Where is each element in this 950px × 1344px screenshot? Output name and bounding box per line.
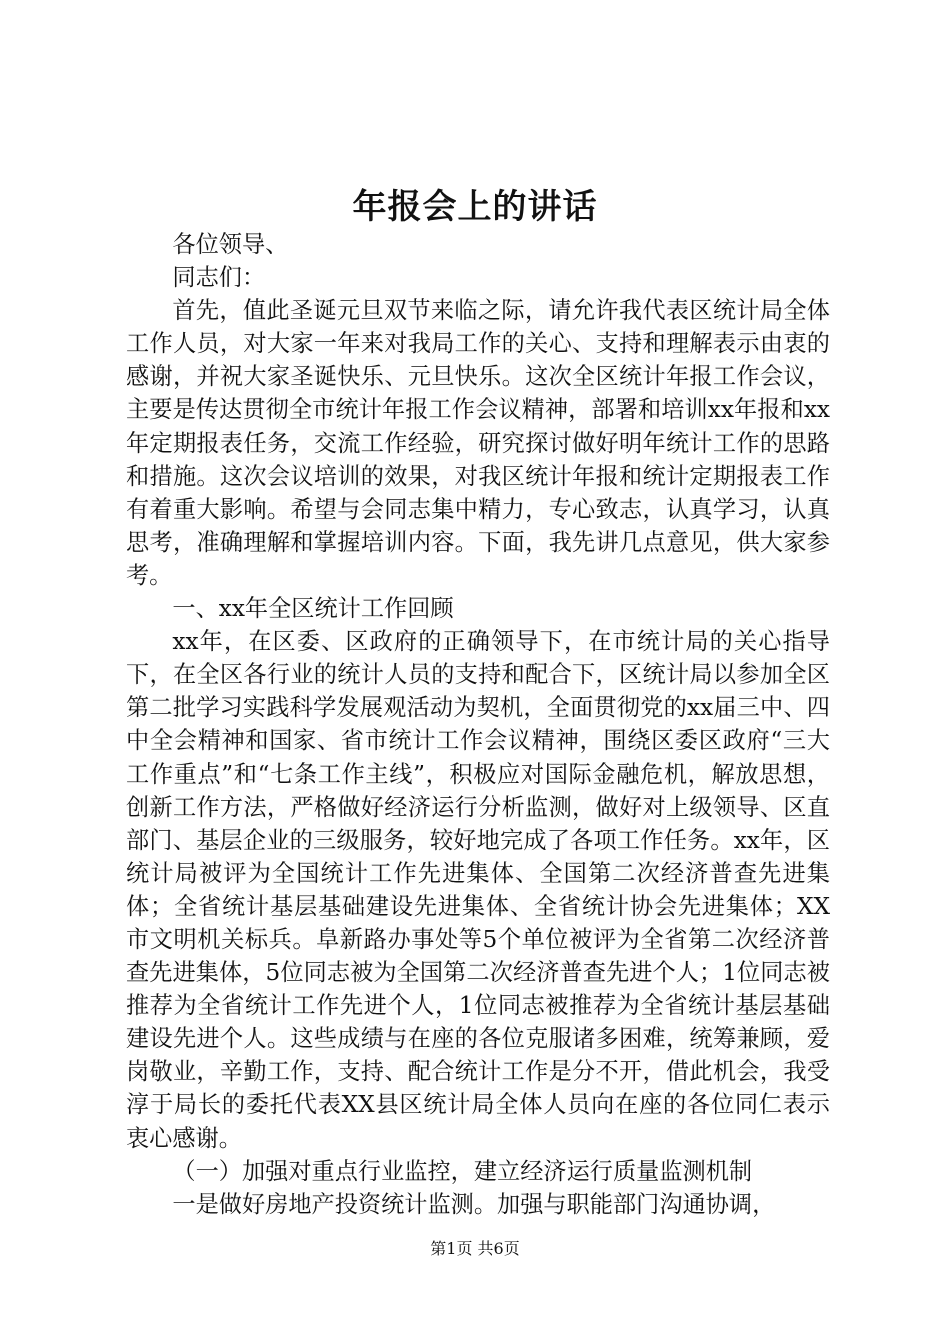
document-body	[126, 228, 830, 1221]
section-heading-review: 一、xx年全区统计工作回顾	[172, 595, 454, 623]
paragraph-real-estate: 一是做好房地产投资统计监测。加强与职能部门沟通协调，	[172, 1190, 776, 1218]
paragraph-opening: 首先，值此圣诞元旦双节来临之际，请允许我代表区统计局全体工作人员，对大家一年来对我局工作的关心、支持和理解表示由衷的感谢，并祝大家圣诞快乐、元旦快乐。这次全区统计年报工作会议，主要是传达贯彻全市统计年报工作会议精神，部署和培训xx年报和xx年定期报表任务，交流工作经验，研究探讨做好明年统计工作的思路和措施。这次会议培训的效果，对我区统计年报和统计定期报表工作有着重大影响。希望与会同志集中精力，专心致志，认真学习，认真思考，准确理解和掌握培训内容。下面，我先讲几点意见，供大家参考。	[126, 297, 830, 589]
page-number-footer: 第1页 共6页	[430, 1239, 520, 1258]
salutation-leaders: 各位领导、	[172, 231, 289, 258]
document-title: 年报会上的讲话	[352, 187, 598, 227]
salutation-comrades: 同志们：	[172, 264, 266, 292]
subsection-heading-monitoring: （一）加强对重点行业监控，建立经济运行质量监测机制	[172, 1157, 753, 1185]
paragraph-review: xx年，在区委、区政府的正确领导下，在市统计局的关心指导下，在全区各行业的统计人员的支持和配合下，区统计局以参加全区第二批学习实践科学发展观活动为契机，全面贯彻党的xx届三中、四中全会精神和国家、省市统计工作会议精神，围绕区委区政府“三大工作重点”和“七条工作主线”，积极应对国际金融危机，解放思想，创新工作方法，严格做好经济运行分析监测，做好对上级领导、区直部门、基层企业的三级服务，较好地完成了各项工作任务。xx年，区统计局被评为全国统计工作先进集体、全国第二次经济普查先进集体；全省统计基层基础建设先进集体、全省统计协会先进集体；XX市文明机关标兵。阜新路办事处等5个单位被评为全省第二次经济普查先进集体，5位同志被为全国第二次经济普查先进个人；1位同志被推荐为全省统计工作先进个人，1位同志被推荐为全省统计基层基础建设先进个人。这些成绩与在座的各位克服诸多困难，统筹兼顾，爱岗敬业，辛勤工作，支持、配合统计工作是分不开，借此机会，我受淳于局长的委托代表XX县区统计局全体人员向在座的各位同仁表示衷心感谢。	[126, 628, 830, 1152]
